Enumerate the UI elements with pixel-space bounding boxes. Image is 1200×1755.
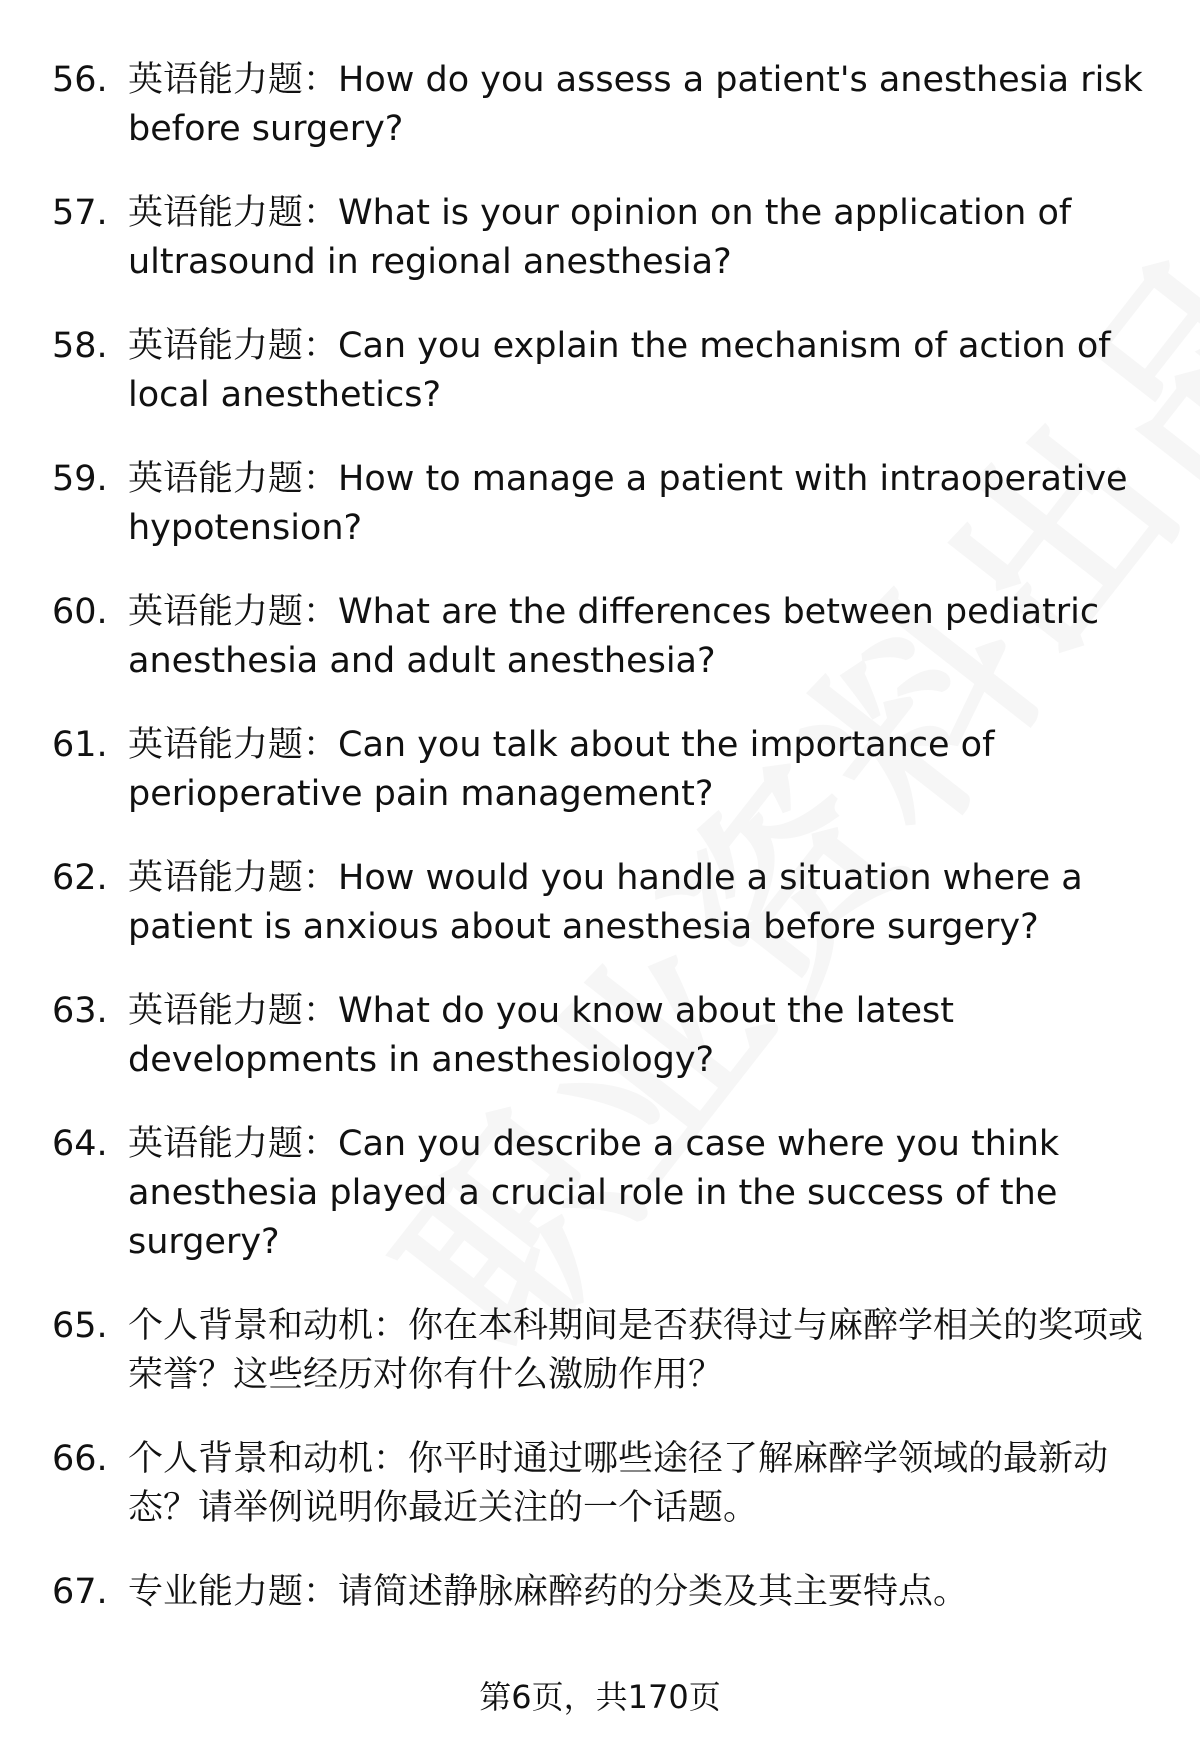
question-number: 59. bbox=[52, 459, 108, 499]
question-item bbox=[52, 322, 1152, 420]
question-text: 专业能力题：请简述静脉麻醉药的分类及其主要特点。 bbox=[128, 1572, 969, 1612]
question-number: 64. bbox=[52, 1124, 108, 1164]
question-number: 67. bbox=[52, 1572, 108, 1612]
page-number-label: 第6页，共170页 bbox=[479, 1678, 721, 1716]
question-number: 66. bbox=[52, 1439, 108, 1479]
question-text: 英语能力题：How would you handle a situation where a patient is anxious about anesthesia before surgery? bbox=[128, 858, 1083, 947]
question-item bbox=[52, 56, 1152, 154]
question-text: 英语能力题：Can you talk about the importance of perioperative pain management? bbox=[128, 725, 995, 814]
question-number: 61. bbox=[52, 725, 108, 765]
question-number: 58. bbox=[52, 326, 108, 366]
question-text: 英语能力题：How do you assess a patient's anesthesia risk before surgery? bbox=[128, 60, 1143, 149]
question-text: 英语能力题：What is your opinion on the application of ultrasound in regional anesthesia? bbox=[128, 193, 1072, 282]
question-text: 英语能力题：What do you know about the latest developments in anesthesiology? bbox=[128, 991, 954, 1080]
question-item bbox=[52, 721, 1152, 819]
question-text: 英语能力题：Can you explain the mechanism of action of local anesthetics? bbox=[128, 326, 1111, 415]
question-number: 57. bbox=[52, 193, 108, 233]
question-item bbox=[52, 1120, 1152, 1267]
question-item bbox=[52, 1302, 1152, 1400]
question-text: 英语能力题：Can you describe a case where you think anesthesia played a crucial role in the success of the surgery? bbox=[128, 1124, 1060, 1262]
question-item bbox=[52, 1568, 1152, 1617]
page-footer bbox=[0, 1677, 1200, 1717]
question-item bbox=[52, 189, 1152, 287]
question-text: 英语能力题：What are the differences between pediatric anesthesia and adult anesthesia? bbox=[128, 592, 1100, 681]
question-text: 个人背景和动机：你在本科期间是否获得过与麻醉学相关的奖项或荣誉？这些经历对你有什么激励作用？ bbox=[128, 1306, 1144, 1395]
question-item bbox=[52, 455, 1152, 553]
question-text: 个人背景和动机：你平时通过哪些途径了解麻醉学领域的最新动态？请举例说明你最近关注的一个话题。 bbox=[128, 1439, 1109, 1528]
question-item bbox=[52, 987, 1152, 1085]
question-number: 65. bbox=[52, 1306, 108, 1346]
question-number: 62. bbox=[52, 858, 108, 898]
question-item bbox=[52, 1435, 1152, 1533]
question-item bbox=[52, 854, 1152, 952]
question-number: 56. bbox=[52, 60, 108, 100]
question-number: 63. bbox=[52, 991, 108, 1031]
question-number: 60. bbox=[52, 592, 108, 632]
question-list bbox=[52, 56, 1152, 1652]
question-item bbox=[52, 588, 1152, 686]
question-text: 英语能力题：How to manage a patient with intraoperative hypotension? bbox=[128, 459, 1128, 548]
